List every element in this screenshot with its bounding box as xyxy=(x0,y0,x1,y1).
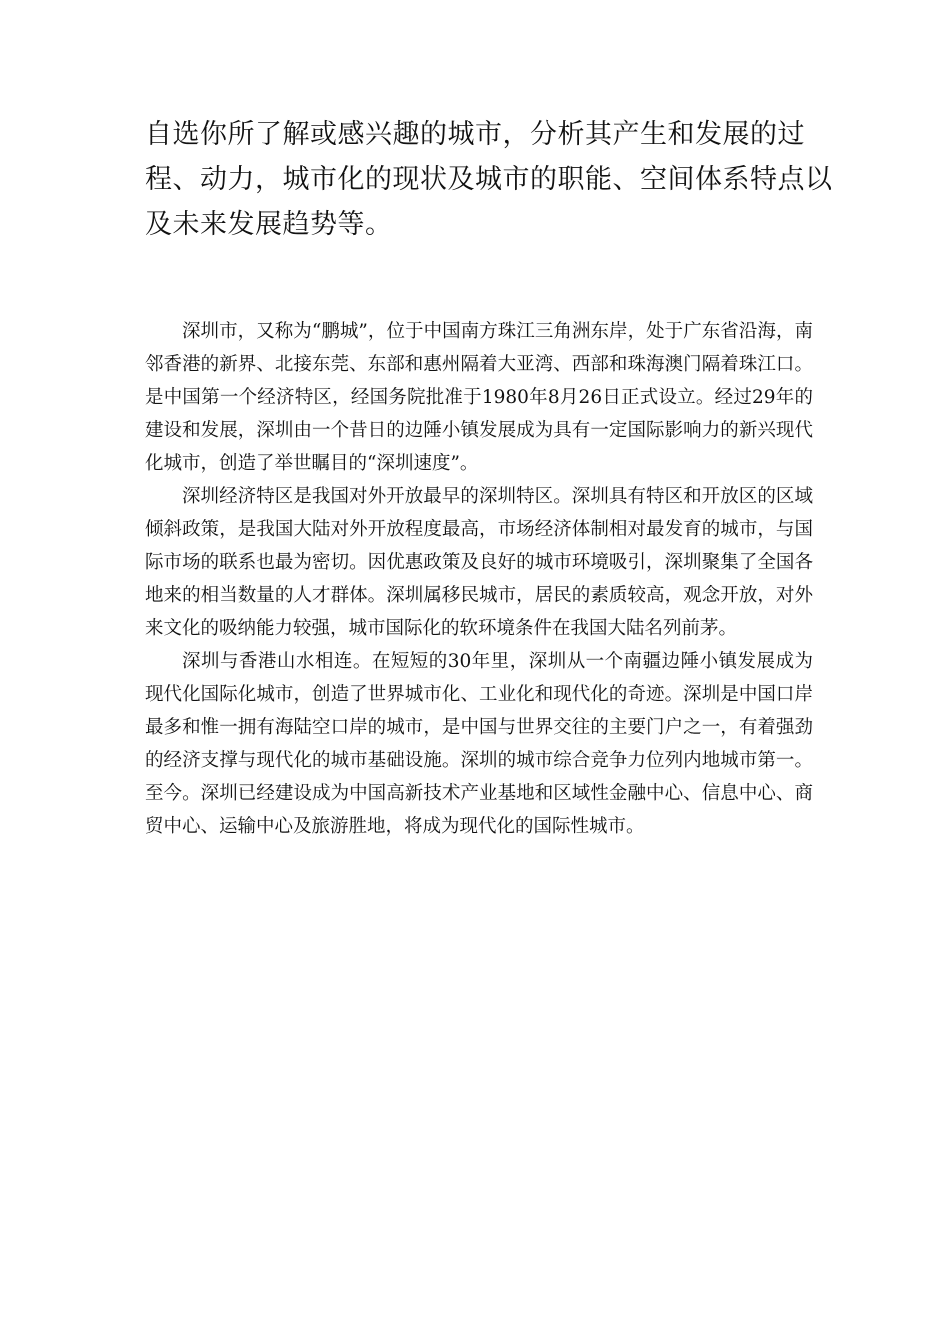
essay-body xyxy=(145,315,813,843)
assignment-prompt: 自选你所了解或感兴趣的城市，分析其产生和发展的过程、动力，城市化的现状及城市的职能、空间体系特点以及未来发展趋势等。 xyxy=(145,119,833,240)
essay-paragraph-3: 深圳与香港山水相连。在短短的30年里，深圳从一个南疆边陲小镇发展成为现代化国际化城市，创造了世界城市化、工业化和现代化的奇迹。深圳是中国口岸最多和惟一拥有海陆空口岸的城市，是中国与世界交往的主要门户之一，有着强劲的经济支撑与现代化的城市基础设施。深圳的城市综合竞争力位列内地城市第一。至今。深圳已经建设成为中国高新技术产业基地和区域性金融中心、信息中心、商贸中心、运输中心及旅游胜地，将成为现代化的国际性城市。 xyxy=(145,651,813,837)
essay-paragraph-2: 深圳经济特区是我国对外开放最早的深圳特区。深圳具有特区和开放区的区域倾斜政策，是我国大陆对外开放程度最高，市场经济体制相对最发育的城市，与国际市场的联系也最为密切。因优惠政策及良好的城市环境吸引，深圳聚集了全国各地来的相当数量的人才群体。深圳属移民城市，居民的素质较高，观念开放，对外来文化的吸纳能力较强，城市国际化的软环境条件在我国大陆名列前茅。 xyxy=(145,486,813,639)
essay-paragraph-1: 深圳市，又称为“鹏城”，位于中国南方珠江三角洲东岸，处于广东省沿海，南邻香港的新界、北接东莞、东部和惠州隔着大亚湾、西部和珠海澳门隔着珠江口。是中国第一个经济特区，经国务院批准于1980年8月26日正式设立。经过29年的建设和发展，深圳由一个昔日的边陲小镇发展成为具有一定国际影响力的新兴现代化城市，创造了举世瞩目的“深圳速度”。 xyxy=(145,321,813,474)
